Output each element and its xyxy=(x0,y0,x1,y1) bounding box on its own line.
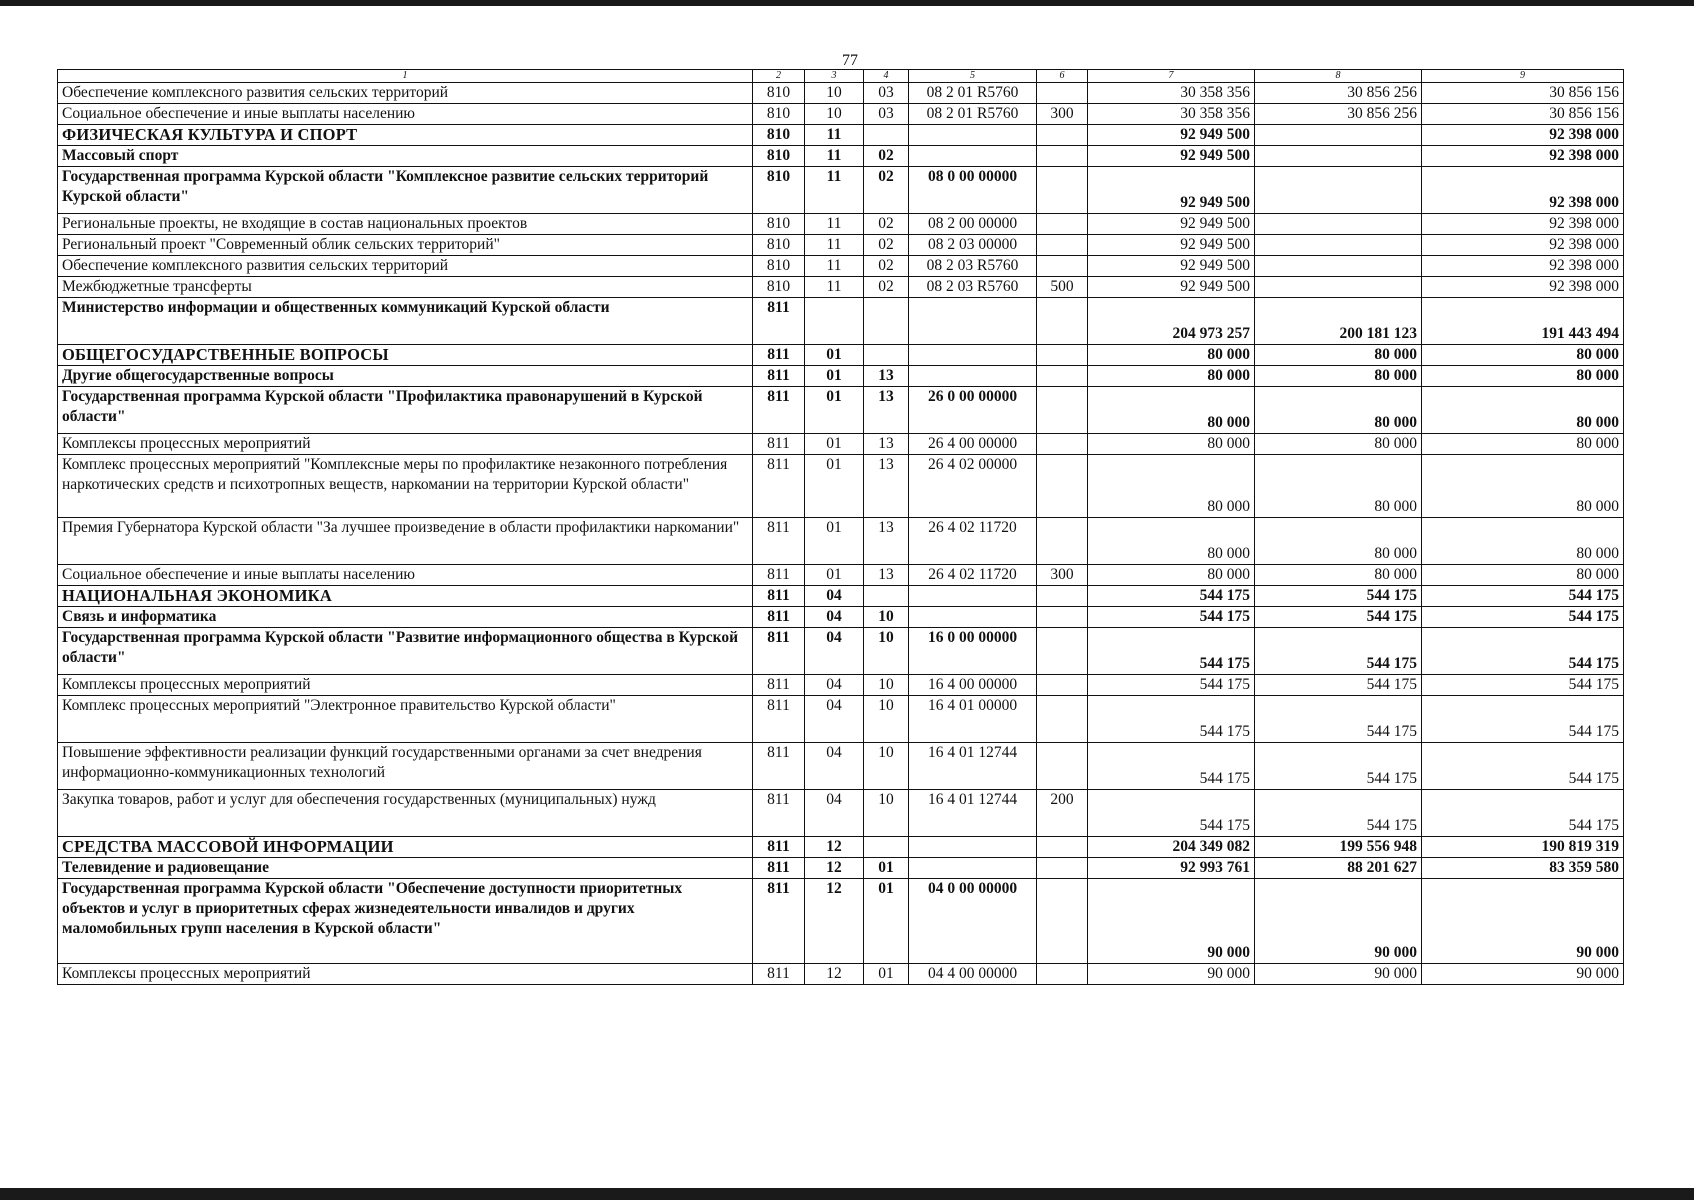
amount-col7-cell: 92 993 761 xyxy=(1088,858,1255,879)
amount-col9-cell: 30 856 156 xyxy=(1422,104,1624,125)
section-code-cell: 04 xyxy=(805,790,864,837)
row-name-cell: Государственная программа Курской области "Развитие информационного общества в Курской области" xyxy=(58,628,753,675)
row-name-cell: Государственная программа Курской области "Обеспечение доступности приоритетных объектов и услуг в приоритетных сферах жизнедеятельности инвалидов и других маломобильных групп населения в Курской области" xyxy=(58,879,753,964)
section-code-cell: 12 xyxy=(805,837,864,858)
target-article-cell xyxy=(909,125,1037,146)
amount-col8-cell: 80 000 xyxy=(1255,565,1422,586)
ministry-code-cell: 811 xyxy=(753,345,805,366)
amount-col8-cell: 544 175 xyxy=(1255,607,1422,628)
expense-type-cell: 500 xyxy=(1037,277,1088,298)
amount-col9-cell: 80 000 xyxy=(1422,434,1624,455)
table-row xyxy=(58,298,1624,345)
section-code-cell: 01 xyxy=(805,387,864,434)
amount-col7-cell: 92 949 500 xyxy=(1088,146,1255,167)
ministry-code-cell: 810 xyxy=(753,83,805,104)
table-row xyxy=(58,696,1624,743)
amount-col8-cell: 544 175 xyxy=(1255,628,1422,675)
section-code-cell: 01 xyxy=(805,565,864,586)
row-name-cell: Премия Губернатора Курской области "За лучшее произведение в области профилактики наркомании" xyxy=(58,518,753,565)
amount-col7-cell: 544 175 xyxy=(1088,586,1255,607)
ministry-code-cell: 810 xyxy=(753,235,805,256)
amount-col8-cell xyxy=(1255,256,1422,277)
amount-col9-cell: 92 398 000 xyxy=(1422,167,1624,214)
ministry-code-cell: 811 xyxy=(753,366,805,387)
subsection-code-cell: 13 xyxy=(864,518,909,565)
ministry-code-cell: 811 xyxy=(753,434,805,455)
section-code-cell: 11 xyxy=(805,235,864,256)
table-row xyxy=(58,345,1624,366)
ministry-code-cell: 811 xyxy=(753,455,805,518)
table-row xyxy=(58,277,1624,298)
table-row xyxy=(58,675,1624,696)
amount-col8-cell xyxy=(1255,277,1422,298)
ministry-code-cell: 811 xyxy=(753,696,805,743)
amount-col8-cell: 90 000 xyxy=(1255,879,1422,964)
row-name-cell: Телевидение и радиовещание xyxy=(58,858,753,879)
amount-col7-cell: 92 949 500 xyxy=(1088,167,1255,214)
amount-col7-cell: 204 973 257 xyxy=(1088,298,1255,345)
row-name-cell: Комплексы процессных мероприятий xyxy=(58,964,753,985)
column-number: 4 xyxy=(864,70,909,83)
ministry-code-cell: 810 xyxy=(753,125,805,146)
expense-type-cell xyxy=(1037,455,1088,518)
table-row xyxy=(58,235,1624,256)
table-row xyxy=(58,83,1624,104)
row-name-cell: Государственная программа Курской области "Комплексное развитие сельских территорий Курской области" xyxy=(58,167,753,214)
section-code-cell: 04 xyxy=(805,628,864,675)
expense-type-cell xyxy=(1037,387,1088,434)
row-name-cell: Другие общегосударственные вопросы xyxy=(58,366,753,387)
expense-type-cell xyxy=(1037,858,1088,879)
amount-col9-cell: 544 175 xyxy=(1422,628,1624,675)
amount-col7-cell: 544 175 xyxy=(1088,696,1255,743)
amount-col7-cell: 80 000 xyxy=(1088,366,1255,387)
subsection-code-cell: 02 xyxy=(864,146,909,167)
expense-type-cell xyxy=(1037,607,1088,628)
row-name-cell: Закупка товаров, работ и услуг для обеспечения государственных (муниципальных) нужд xyxy=(58,790,753,837)
amount-col8-cell xyxy=(1255,146,1422,167)
amount-col8-cell: 80 000 xyxy=(1255,455,1422,518)
amount-col9-cell: 80 000 xyxy=(1422,387,1624,434)
row-name-cell: Повышение эффективности реализации функций государственными органами за счет внедрения информационно-коммуникационных технологий xyxy=(58,743,753,790)
amount-col8-cell: 80 000 xyxy=(1255,387,1422,434)
row-name-cell: Министерство информации и общественных коммуникаций Курской области xyxy=(58,298,753,345)
table-row xyxy=(58,387,1624,434)
expense-type-cell: 300 xyxy=(1037,104,1088,125)
amount-col9-cell: 80 000 xyxy=(1422,366,1624,387)
table-row xyxy=(58,837,1624,858)
table-row xyxy=(58,366,1624,387)
target-article-cell xyxy=(909,837,1037,858)
table-row xyxy=(58,743,1624,790)
section-code-cell: 11 xyxy=(805,167,864,214)
page-number: 77 xyxy=(842,52,858,69)
section-code-cell: 04 xyxy=(805,696,864,743)
ministry-code-cell: 811 xyxy=(753,675,805,696)
subsection-code-cell xyxy=(864,345,909,366)
target-article-cell xyxy=(909,607,1037,628)
expense-type-cell xyxy=(1037,964,1088,985)
expense-type-cell xyxy=(1037,518,1088,565)
subsection-code-cell: 13 xyxy=(864,387,909,434)
row-name-cell: Комплекс процессных мероприятий "Электронное правительство Курской области" xyxy=(58,696,753,743)
expense-type-cell xyxy=(1037,586,1088,607)
amount-col7-cell: 80 000 xyxy=(1088,434,1255,455)
subsection-code-cell xyxy=(864,125,909,146)
amount-col7-cell: 80 000 xyxy=(1088,565,1255,586)
ministry-code-cell: 810 xyxy=(753,104,805,125)
subsection-code-cell: 02 xyxy=(864,256,909,277)
table-row xyxy=(58,607,1624,628)
amount-col9-cell: 544 175 xyxy=(1422,743,1624,790)
amount-col8-cell: 30 856 256 xyxy=(1255,104,1422,125)
target-article-cell: 04 4 00 00000 xyxy=(909,964,1037,985)
expense-type-cell: 300 xyxy=(1037,565,1088,586)
column-number: 1 xyxy=(58,70,753,83)
table-row xyxy=(58,879,1624,964)
row-name-cell: Социальное обеспечение и иные выплаты населению xyxy=(58,104,753,125)
subsection-code-cell: 10 xyxy=(864,607,909,628)
table-row xyxy=(58,104,1624,125)
target-article-cell xyxy=(909,146,1037,167)
subsection-code-cell: 03 xyxy=(864,104,909,125)
amount-col9-cell: 190 819 319 xyxy=(1422,837,1624,858)
ministry-code-cell: 811 xyxy=(753,964,805,985)
ministry-code-cell: 810 xyxy=(753,167,805,214)
row-name-cell: Обеспечение комплексного развития сельских территорий xyxy=(58,256,753,277)
target-article-cell: 16 4 01 00000 xyxy=(909,696,1037,743)
amount-col8-cell: 30 856 256 xyxy=(1255,83,1422,104)
expense-type-cell xyxy=(1037,298,1088,345)
subsection-code-cell: 02 xyxy=(864,214,909,235)
amount-col8-cell xyxy=(1255,167,1422,214)
amount-col7-cell: 92 949 500 xyxy=(1088,235,1255,256)
section-code-cell: 04 xyxy=(805,675,864,696)
amount-col9-cell: 544 175 xyxy=(1422,696,1624,743)
target-article-cell: 26 0 00 00000 xyxy=(909,387,1037,434)
row-name-cell: Государственная программа Курской области "Профилактика правонарушений в Курской области" xyxy=(58,387,753,434)
section-code-cell: 01 xyxy=(805,345,864,366)
subsection-code-cell: 10 xyxy=(864,790,909,837)
subsection-code-cell: 02 xyxy=(864,235,909,256)
section-code-cell: 04 xyxy=(805,743,864,790)
subsection-code-cell: 01 xyxy=(864,858,909,879)
ministry-code-cell: 811 xyxy=(753,879,805,964)
row-name-cell: Социальное обеспечение и иные выплаты населению xyxy=(58,565,753,586)
target-article-cell: 26 4 02 11720 xyxy=(909,518,1037,565)
amount-col9-cell: 80 000 xyxy=(1422,518,1624,565)
amount-col7-cell: 30 358 356 xyxy=(1088,104,1255,125)
subsection-code-cell xyxy=(864,837,909,858)
amount-col7-cell: 544 175 xyxy=(1088,675,1255,696)
amount-col8-cell: 80 000 xyxy=(1255,345,1422,366)
target-article-cell xyxy=(909,586,1037,607)
expense-type-cell xyxy=(1037,879,1088,964)
expense-type-cell: 200 xyxy=(1037,790,1088,837)
amount-col7-cell: 80 000 xyxy=(1088,345,1255,366)
section-code-cell: 01 xyxy=(805,455,864,518)
amount-col9-cell: 92 398 000 xyxy=(1422,214,1624,235)
amount-col9-cell: 90 000 xyxy=(1422,964,1624,985)
section-code-cell: 12 xyxy=(805,858,864,879)
row-name-cell: ОБЩЕГОСУДАРСТВЕННЫЕ ВОПРОСЫ xyxy=(58,345,753,366)
amount-col9-cell: 92 398 000 xyxy=(1422,277,1624,298)
target-article-cell: 08 2 03 R5760 xyxy=(909,256,1037,277)
subsection-code-cell: 10 xyxy=(864,675,909,696)
expense-type-cell xyxy=(1037,837,1088,858)
amount-col9-cell: 90 000 xyxy=(1422,879,1624,964)
row-name-cell: Комплексы процессных мероприятий xyxy=(58,675,753,696)
subsection-code-cell: 02 xyxy=(864,277,909,298)
expense-type-cell xyxy=(1037,696,1088,743)
section-code-cell: 11 xyxy=(805,277,864,298)
table-row xyxy=(58,565,1624,586)
amount-col9-cell: 92 398 000 xyxy=(1422,256,1624,277)
subsection-code-cell xyxy=(864,298,909,345)
amount-col8-cell: 200 181 123 xyxy=(1255,298,1422,345)
ministry-code-cell: 811 xyxy=(753,743,805,790)
amount-col9-cell: 80 000 xyxy=(1422,565,1624,586)
subsection-code-cell: 13 xyxy=(864,434,909,455)
row-name-cell: ФИЗИЧЕСКАЯ КУЛЬТУРА И СПОРТ xyxy=(58,125,753,146)
target-article-cell: 08 2 01 R5760 xyxy=(909,104,1037,125)
amount-col8-cell: 199 556 948 xyxy=(1255,837,1422,858)
amount-col9-cell: 83 359 580 xyxy=(1422,858,1624,879)
column-number: 5 xyxy=(909,70,1037,83)
section-code-cell: 12 xyxy=(805,964,864,985)
row-name-cell: Региональные проекты, не входящие в состав национальных проектов xyxy=(58,214,753,235)
row-name-cell: Комплекс процессных мероприятий "Комплексные меры по профилактике незаконного потребления наркотических средств и психотропных веществ, наркомании на территории Курской области" xyxy=(58,455,753,518)
row-name-cell: Комплексы процессных мероприятий xyxy=(58,434,753,455)
subsection-code-cell: 10 xyxy=(864,628,909,675)
expense-type-cell xyxy=(1037,256,1088,277)
section-code-cell: 04 xyxy=(805,586,864,607)
section-code-cell: 10 xyxy=(805,83,864,104)
amount-col8-cell: 544 175 xyxy=(1255,586,1422,607)
target-article-cell xyxy=(909,366,1037,387)
target-article-cell: 04 0 00 00000 xyxy=(909,879,1037,964)
amount-col7-cell: 92 949 500 xyxy=(1088,125,1255,146)
target-article-cell: 08 2 03 00000 xyxy=(909,235,1037,256)
row-name-cell: Обеспечение комплексного развития сельских территорий xyxy=(58,83,753,104)
target-article-cell: 16 4 01 12744 xyxy=(909,743,1037,790)
budget-table xyxy=(57,69,1624,985)
amount-col7-cell: 80 000 xyxy=(1088,455,1255,518)
subsection-code-cell: 13 xyxy=(864,565,909,586)
section-code-cell: 01 xyxy=(805,518,864,565)
target-article-cell: 16 0 00 00000 xyxy=(909,628,1037,675)
ministry-code-cell: 811 xyxy=(753,298,805,345)
target-article-cell: 08 2 01 R5760 xyxy=(909,83,1037,104)
amount-col7-cell: 90 000 xyxy=(1088,964,1255,985)
ministry-code-cell: 811 xyxy=(753,790,805,837)
column-number-row xyxy=(58,70,1624,83)
expense-type-cell xyxy=(1037,235,1088,256)
amount-col9-cell: 92 398 000 xyxy=(1422,125,1624,146)
amount-col7-cell: 544 175 xyxy=(1088,628,1255,675)
amount-col9-cell: 92 398 000 xyxy=(1422,146,1624,167)
ministry-code-cell: 811 xyxy=(753,518,805,565)
subsection-code-cell xyxy=(864,586,909,607)
amount-col7-cell: 544 175 xyxy=(1088,607,1255,628)
expense-type-cell xyxy=(1037,366,1088,387)
table-row xyxy=(58,858,1624,879)
amount-col7-cell: 92 949 500 xyxy=(1088,277,1255,298)
ministry-code-cell: 811 xyxy=(753,837,805,858)
subsection-code-cell: 13 xyxy=(864,366,909,387)
section-code-cell: 11 xyxy=(805,214,864,235)
column-number: 6 xyxy=(1037,70,1088,83)
target-article-cell: 16 4 00 00000 xyxy=(909,675,1037,696)
table-row xyxy=(58,586,1624,607)
expense-type-cell xyxy=(1037,167,1088,214)
amount-col8-cell: 80 000 xyxy=(1255,366,1422,387)
amount-col7-cell: 90 000 xyxy=(1088,879,1255,964)
amount-col9-cell: 544 175 xyxy=(1422,790,1624,837)
column-number: 2 xyxy=(753,70,805,83)
row-name-cell: Связь и информатика xyxy=(58,607,753,628)
amount-col8-cell: 80 000 xyxy=(1255,518,1422,565)
ministry-code-cell: 811 xyxy=(753,858,805,879)
table-row xyxy=(58,214,1624,235)
row-name-cell: Межбюджетные трансферты xyxy=(58,277,753,298)
column-number: 9 xyxy=(1422,70,1624,83)
table-row xyxy=(58,790,1624,837)
ministry-code-cell: 811 xyxy=(753,565,805,586)
column-number: 7 xyxy=(1088,70,1255,83)
amount-col8-cell: 88 201 627 xyxy=(1255,858,1422,879)
amount-col7-cell: 80 000 xyxy=(1088,387,1255,434)
section-code-cell: 11 xyxy=(805,125,864,146)
section-code-cell: 12 xyxy=(805,879,864,964)
ministry-code-cell: 811 xyxy=(753,628,805,675)
amount-col8-cell xyxy=(1255,235,1422,256)
ministry-code-cell: 811 xyxy=(753,586,805,607)
row-name-cell: Массовый спорт xyxy=(58,146,753,167)
amount-col8-cell xyxy=(1255,125,1422,146)
amount-col7-cell: 544 175 xyxy=(1088,790,1255,837)
amount-col8-cell: 80 000 xyxy=(1255,434,1422,455)
column-number: 8 xyxy=(1255,70,1422,83)
target-article-cell: 08 2 03 R5760 xyxy=(909,277,1037,298)
table-row xyxy=(58,964,1624,985)
row-name-cell: Региональный проект "Современный облик сельских территорий" xyxy=(58,235,753,256)
table-row xyxy=(58,518,1624,565)
expense-type-cell xyxy=(1037,214,1088,235)
expense-type-cell xyxy=(1037,743,1088,790)
amount-col9-cell: 191 443 494 xyxy=(1422,298,1624,345)
table-body xyxy=(58,70,1624,985)
expense-type-cell xyxy=(1037,434,1088,455)
amount-col8-cell: 544 175 xyxy=(1255,675,1422,696)
expense-type-cell xyxy=(1037,146,1088,167)
subsection-code-cell: 10 xyxy=(864,696,909,743)
section-code-cell: 01 xyxy=(805,434,864,455)
amount-col7-cell: 92 949 500 xyxy=(1088,256,1255,277)
amount-col8-cell: 544 175 xyxy=(1255,743,1422,790)
amount-col8-cell: 544 175 xyxy=(1255,696,1422,743)
table-row xyxy=(58,434,1624,455)
target-article-cell xyxy=(909,345,1037,366)
scan-edge-bottom xyxy=(0,1188,1694,1200)
expense-type-cell xyxy=(1037,345,1088,366)
subsection-code-cell: 10 xyxy=(864,743,909,790)
section-code-cell: 11 xyxy=(805,146,864,167)
target-article-cell xyxy=(909,298,1037,345)
table-row xyxy=(58,125,1624,146)
target-article-cell: 26 4 00 00000 xyxy=(909,434,1037,455)
amount-col8-cell: 544 175 xyxy=(1255,790,1422,837)
subsection-code-cell: 13 xyxy=(864,455,909,518)
amount-col9-cell: 544 175 xyxy=(1422,607,1624,628)
ministry-code-cell: 811 xyxy=(753,607,805,628)
section-code-cell xyxy=(805,298,864,345)
scan-edge-top xyxy=(0,0,1694,6)
subsection-code-cell: 02 xyxy=(864,167,909,214)
section-code-cell: 01 xyxy=(805,366,864,387)
subsection-code-cell: 01 xyxy=(864,879,909,964)
amount-col7-cell: 30 358 356 xyxy=(1088,83,1255,104)
expense-type-cell xyxy=(1037,675,1088,696)
expense-type-cell xyxy=(1037,125,1088,146)
amount-col9-cell: 80 000 xyxy=(1422,455,1624,518)
expense-type-cell xyxy=(1037,83,1088,104)
amount-col9-cell: 92 398 000 xyxy=(1422,235,1624,256)
subsection-code-cell: 03 xyxy=(864,83,909,104)
amount-col8-cell: 90 000 xyxy=(1255,964,1422,985)
column-number: 3 xyxy=(805,70,864,83)
amount-col7-cell: 80 000 xyxy=(1088,518,1255,565)
expense-type-cell xyxy=(1037,628,1088,675)
target-article-cell: 26 4 02 00000 xyxy=(909,455,1037,518)
row-name-cell: СРЕДСТВА МАССОВОЙ ИНФОРМАЦИИ xyxy=(58,837,753,858)
subsection-code-cell: 01 xyxy=(864,964,909,985)
amount-col9-cell: 544 175 xyxy=(1422,586,1624,607)
ministry-code-cell: 811 xyxy=(753,387,805,434)
table-row xyxy=(58,455,1624,518)
section-code-cell: 10 xyxy=(805,104,864,125)
target-article-cell: 26 4 02 11720 xyxy=(909,565,1037,586)
ministry-code-cell: 810 xyxy=(753,214,805,235)
section-code-cell: 11 xyxy=(805,256,864,277)
table-row xyxy=(58,167,1624,214)
amount-col7-cell: 544 175 xyxy=(1088,743,1255,790)
amount-col9-cell: 80 000 xyxy=(1422,345,1624,366)
target-article-cell xyxy=(909,858,1037,879)
amount-col9-cell: 544 175 xyxy=(1422,675,1624,696)
target-article-cell: 16 4 01 12744 xyxy=(909,790,1037,837)
ministry-code-cell: 810 xyxy=(753,146,805,167)
amount-col8-cell xyxy=(1255,214,1422,235)
table-row xyxy=(58,628,1624,675)
ministry-code-cell: 810 xyxy=(753,256,805,277)
section-code-cell: 04 xyxy=(805,607,864,628)
amount-col7-cell: 204 349 082 xyxy=(1088,837,1255,858)
target-article-cell: 08 2 00 00000 xyxy=(909,214,1037,235)
ministry-code-cell: 810 xyxy=(753,277,805,298)
table-row xyxy=(58,256,1624,277)
amount-col9-cell: 30 856 156 xyxy=(1422,83,1624,104)
amount-col7-cell: 92 949 500 xyxy=(1088,214,1255,235)
row-name-cell: НАЦИОНАЛЬНАЯ ЭКОНОМИКА xyxy=(58,586,753,607)
table-row xyxy=(58,146,1624,167)
target-article-cell: 08 0 00 00000 xyxy=(909,167,1037,214)
